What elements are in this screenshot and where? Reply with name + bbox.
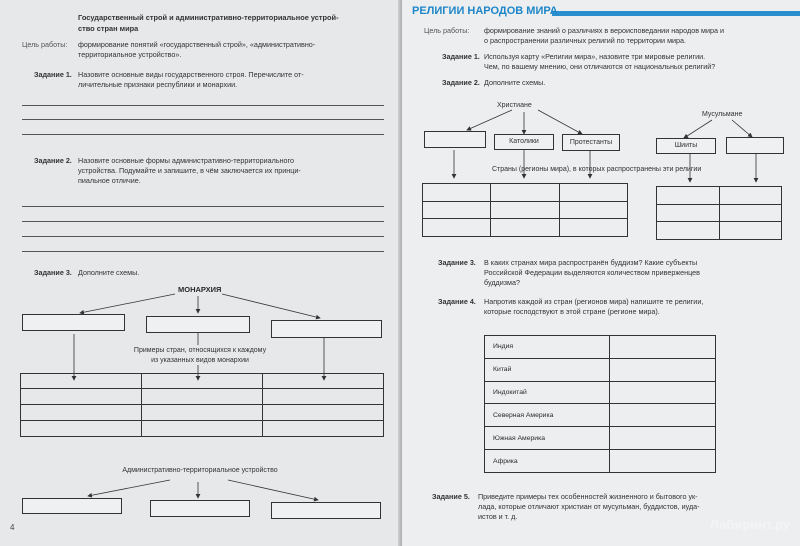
- admin-structure-label: Административно-территориальное устройство: [122, 467, 278, 474]
- religion-cell[interactable]: [610, 336, 716, 359]
- right-goal-label: Цель работы:: [424, 26, 470, 35]
- admin-box-1[interactable]: [22, 498, 122, 514]
- left-goal-line2: территориальное устройство».: [78, 50, 182, 59]
- examples-line1: Примеры стран, относящихся к каждому: [133, 347, 267, 354]
- muslim-branch-box-empty[interactable]: [726, 137, 784, 154]
- right-task4-line2: которые господствуют в этой стране (регионе мира).: [484, 307, 660, 316]
- christian-countries-table: [422, 183, 628, 237]
- right-task5-line1: Приведите примеры тех особенностей жизненного и бытового ук-: [478, 492, 698, 501]
- monarchy-type-box-3[interactable]: [271, 320, 382, 338]
- right-task1-label: Задание 1.: [442, 52, 480, 61]
- table-cell[interactable]: [719, 187, 782, 205]
- muslim-countries-table: [656, 186, 782, 240]
- religion-cell[interactable]: [610, 404, 716, 427]
- religion-cell[interactable]: [610, 450, 716, 473]
- left-task2-line1: Назовите основные формы административно-территориального: [78, 156, 295, 165]
- left-title-line1: Государственный строй и административно-территориальное устрой-: [78, 13, 339, 22]
- christian-branch-box-empty[interactable]: [424, 131, 486, 148]
- right-task5-line3: истов и т. д.: [478, 512, 518, 521]
- page-number: 4: [10, 523, 15, 532]
- protestants-box: Протестанты: [562, 134, 620, 151]
- examples-line2: из указанных видов монархии: [151, 357, 249, 364]
- left-task1-line1: Назовите основные виды государственного строя. Перечислите от-: [78, 70, 304, 79]
- monarchy-examples-table: [20, 373, 384, 437]
- regions-religions-table: [484, 335, 716, 473]
- right-task2-text: Дополните схемы.: [484, 78, 546, 87]
- table-cell[interactable]: [142, 404, 263, 420]
- table-cell[interactable]: [423, 184, 491, 202]
- table-cell[interactable]: [21, 420, 142, 436]
- left-task1-label: Задание 1.: [34, 70, 72, 79]
- right-task3-label: Задание 3.: [438, 258, 476, 267]
- region-cell: Индокитай: [485, 381, 610, 404]
- table-cell[interactable]: [657, 222, 720, 240]
- table-cell[interactable]: [491, 184, 559, 202]
- right-goal-line2: о распространении различных религий по территории мира.: [484, 36, 687, 45]
- left-task2-label: Задание 2.: [34, 156, 72, 165]
- right-task4-label: Задание 4.: [438, 297, 476, 306]
- table-cell[interactable]: [263, 374, 384, 389]
- right-page: [402, 0, 800, 546]
- monarchy-label: МОНАРХИЯ: [178, 285, 222, 294]
- left-goal-label: Цель работы:: [22, 40, 68, 49]
- table-cell[interactable]: [559, 184, 627, 202]
- right-goal-line1: формирование знаний о различиях в вероисповедании народов мира и: [484, 26, 724, 35]
- catholics-box: Католики: [494, 134, 554, 150]
- region-cell: Северная Америка: [485, 404, 610, 427]
- table-cell[interactable]: [263, 420, 384, 436]
- right-task3-line3: буддизма?: [484, 278, 520, 287]
- left-title-line2: ство стран мира: [78, 24, 139, 33]
- region-cell: Африка: [485, 450, 610, 473]
- right-task5-label: Задание 5.: [432, 492, 470, 501]
- table-cell[interactable]: [491, 201, 559, 219]
- left-task3-label: Задание 3.: [34, 268, 72, 277]
- table-cell[interactable]: [142, 374, 263, 389]
- left-task1-line2: личительные признаки республики и монархии.: [78, 80, 238, 89]
- table-cell[interactable]: [423, 201, 491, 219]
- left-goal-line1: формирование понятий «государственный строй», «административно-: [78, 40, 316, 49]
- table-cell[interactable]: [657, 204, 720, 222]
- right-task1-line2: Чем, по вашему мнению, они отличаются от национальных религий?: [484, 62, 716, 71]
- monarchy-type-box-2[interactable]: [146, 316, 250, 333]
- religion-cell[interactable]: [610, 358, 716, 381]
- table-cell[interactable]: [21, 388, 142, 404]
- table-cell[interactable]: [423, 219, 491, 237]
- christians-label: Христиане: [497, 102, 532, 109]
- table-cell[interactable]: [559, 201, 627, 219]
- table-cell[interactable]: [263, 388, 384, 404]
- table-cell[interactable]: [491, 219, 559, 237]
- right-task3-line1: В каких странах мира распространён буддизм? Какие субъекты: [484, 258, 698, 267]
- right-task1-line1: Используя карту «Религии мира», назовите три мировые религии.: [484, 52, 706, 61]
- table-cell[interactable]: [263, 404, 384, 420]
- table-cell[interactable]: [142, 420, 263, 436]
- region-cell: Южная Америка: [485, 427, 610, 450]
- religion-cell[interactable]: [610, 427, 716, 450]
- left-task3-text: Дополните схемы.: [78, 268, 140, 277]
- region-cell: Индия: [485, 336, 610, 359]
- left-task2-line2: устройства. Подумайте и запишите, в чём заключается их принци-: [78, 166, 301, 175]
- table-cell[interactable]: [21, 404, 142, 420]
- table-cell[interactable]: [142, 388, 263, 404]
- countries-label: Страны (регионы мира), в которых распространены эти религии: [492, 166, 702, 173]
- right-task5-line2: лада, которые отличают христиан от мусульман, буддистов, иуда-: [478, 502, 700, 511]
- table-cell[interactable]: [719, 222, 782, 240]
- monarchy-type-box-1[interactable]: [22, 314, 125, 331]
- admin-box-3[interactable]: [271, 502, 381, 519]
- religion-cell[interactable]: [610, 381, 716, 404]
- section-title: РЕЛИГИИ НАРОДОВ МИРА: [412, 5, 558, 17]
- shiites-box: Шииты: [656, 138, 716, 154]
- table-cell[interactable]: [559, 219, 627, 237]
- left-task2-line3: пиальное отличие.: [78, 176, 141, 185]
- region-cell: Китай: [485, 358, 610, 381]
- table-cell[interactable]: [657, 187, 720, 205]
- admin-box-2[interactable]: [150, 500, 250, 517]
- right-task2-label: Задание 2.: [442, 78, 480, 87]
- right-task4-line1: Напротив каждой из стран (регионов мира) напишите те религии,: [484, 297, 704, 306]
- watermark-logo: Лабиринт.ру: [709, 517, 790, 532]
- right-task3-line2: Российской Федерации выделяются количеством приверженцев: [484, 268, 700, 277]
- table-cell[interactable]: [719, 204, 782, 222]
- table-cell[interactable]: [21, 374, 142, 389]
- muslims-label: Мусульмане: [702, 111, 743, 118]
